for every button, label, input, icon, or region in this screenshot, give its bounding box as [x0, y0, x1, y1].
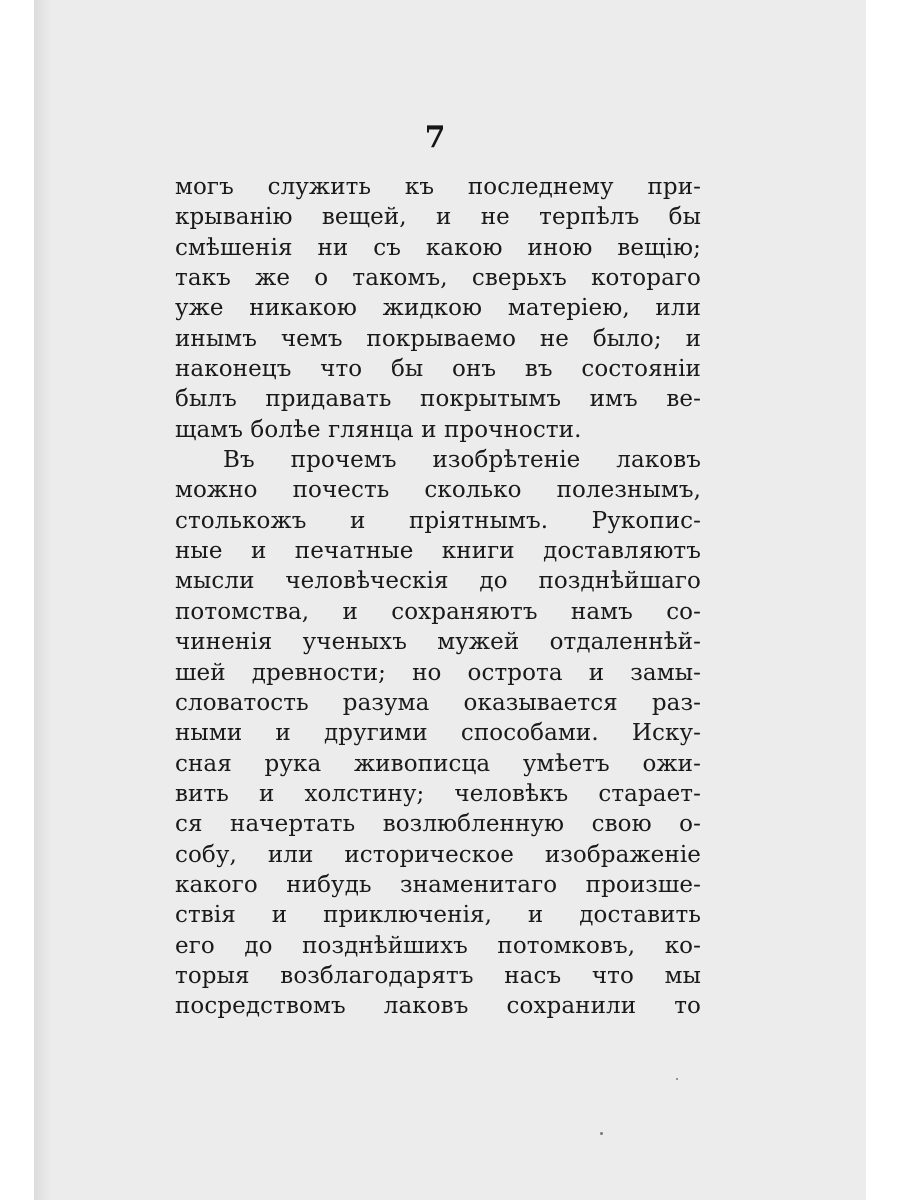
text-line: потомства, и сохраняютъ намъ со- — [175, 598, 701, 625]
text-line: его до позднѣйшихъ потомковъ, ко- — [175, 932, 701, 959]
text-line: Въ прочемъ изобрѣтеніе лаковъ — [223, 447, 701, 474]
text-line: инымъ чемъ покрываемо не было; и — [175, 325, 701, 352]
text-line: уже никакою жидкою матеріею, или — [175, 295, 701, 322]
text-line: ствія и приключенія, и доставить — [175, 902, 701, 929]
text-line: посредствомъ лаковъ сохранили то — [175, 993, 701, 1020]
paper-speck — [676, 1078, 678, 1080]
text-line: мысли человѣческія до позднѣйшаго — [175, 568, 701, 595]
text-line: такъ же о такомъ, сверьхъ котораго — [175, 265, 701, 292]
paper-speck — [600, 1132, 603, 1135]
page-number: 7 — [424, 120, 446, 155]
text-line: смѣшенія ни съ какою иною вещію; — [175, 234, 701, 261]
text-line: былъ придавать покрытымъ имъ ве- — [175, 386, 701, 413]
text-line: столькожъ и пріятнымъ. Рукопис- — [175, 507, 701, 534]
text-line: вить и холстину; человѣкъ старает- — [175, 780, 701, 807]
body-text — [175, 172, 701, 1022]
text-line: шей древности; но острота и замы- — [175, 659, 701, 686]
text-line: словатость разума оказывается раз- — [175, 689, 701, 716]
page-edge-shadow — [34, 0, 52, 1200]
text-line: торыя возблагодарятъ насъ что мы — [175, 962, 701, 989]
text-line: ные и печатные книги доставляютъ — [175, 538, 701, 565]
text-line: можно почесть сколько полезнымъ, — [175, 477, 701, 504]
text-line: щамъ болѣе глянца и прочности. — [175, 416, 582, 443]
text-line: какого нибудь знаменитаго произше- — [175, 871, 701, 898]
text-line: собу, или историческое изображеніе — [175, 841, 701, 868]
text-line: могъ служить къ последнему при- — [175, 174, 701, 200]
text-line: чиненія ученыхъ мужей отдаленнѣй- — [175, 629, 701, 656]
text-line: крыванію вещей, и не терпѣлъ бы — [175, 204, 701, 231]
text-line: наконецъ что бы онъ въ состояніи — [175, 356, 701, 383]
text-line: ся начертать возлюбленную свою о- — [175, 811, 701, 838]
text-line: сная рука живописца умѣетъ ожи- — [175, 750, 701, 777]
text-line: ными и другими способами. Иску- — [175, 720, 701, 747]
